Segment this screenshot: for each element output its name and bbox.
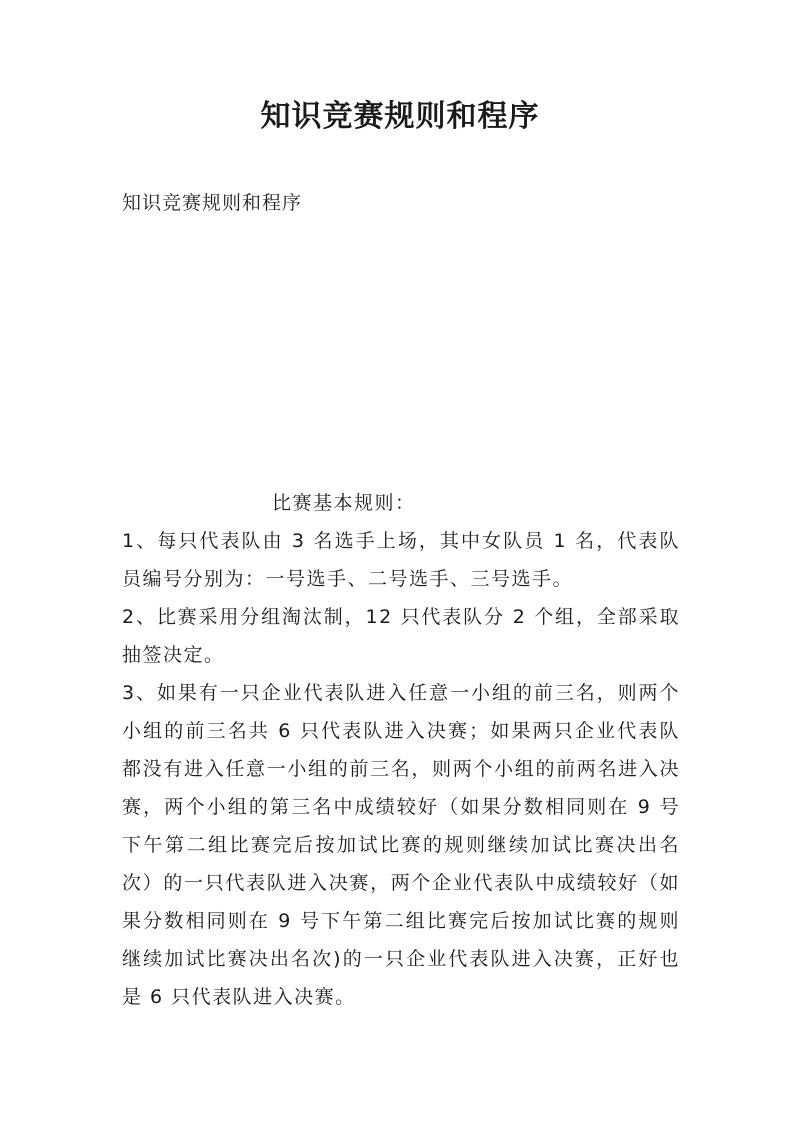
- rule-paragraph-3: 3、如果有一只企业代表队进入任意一小组的前三名，则两个小组的前三名共 6 只代表队进入决赛；如果两只企业代表队都没有进入任意一小组的前三名，则两个小组的前两名进入决赛，两个小组的第三名中成绩较好（如果分数相同则在 9 号下午第二组比赛完后按加试比赛的规则继续加试比赛决出名次）的一只代表队进入决赛，两个企业代表队中成绩较好（如果分数相同则在 9 号下午第二组比赛完后按加试比赛的规则继续加试比赛决出名次)的一只企业代表队进入决赛，正好也是 6 只代表队进入决赛。: [122, 682, 680, 1008]
- section-heading: 比赛基本规则：: [272, 492, 416, 514]
- rule-paragraph-2: 2、比赛采用分组淘汰制，12 只代表队分 2 个组，全部采取抽签决定。: [122, 606, 680, 666]
- document-body: [122, 484, 680, 1016]
- rule-paragraph-1: 1、每只代表队由 3 名选手上场，其中女队员 1 名，代表队员编号分别为：一号选手、二号选手、三号选手。: [122, 530, 680, 590]
- document-title: 知识竞赛规则和程序: [260, 99, 540, 134]
- document-subtitle: 知识竞赛规则和程序: [122, 192, 303, 214]
